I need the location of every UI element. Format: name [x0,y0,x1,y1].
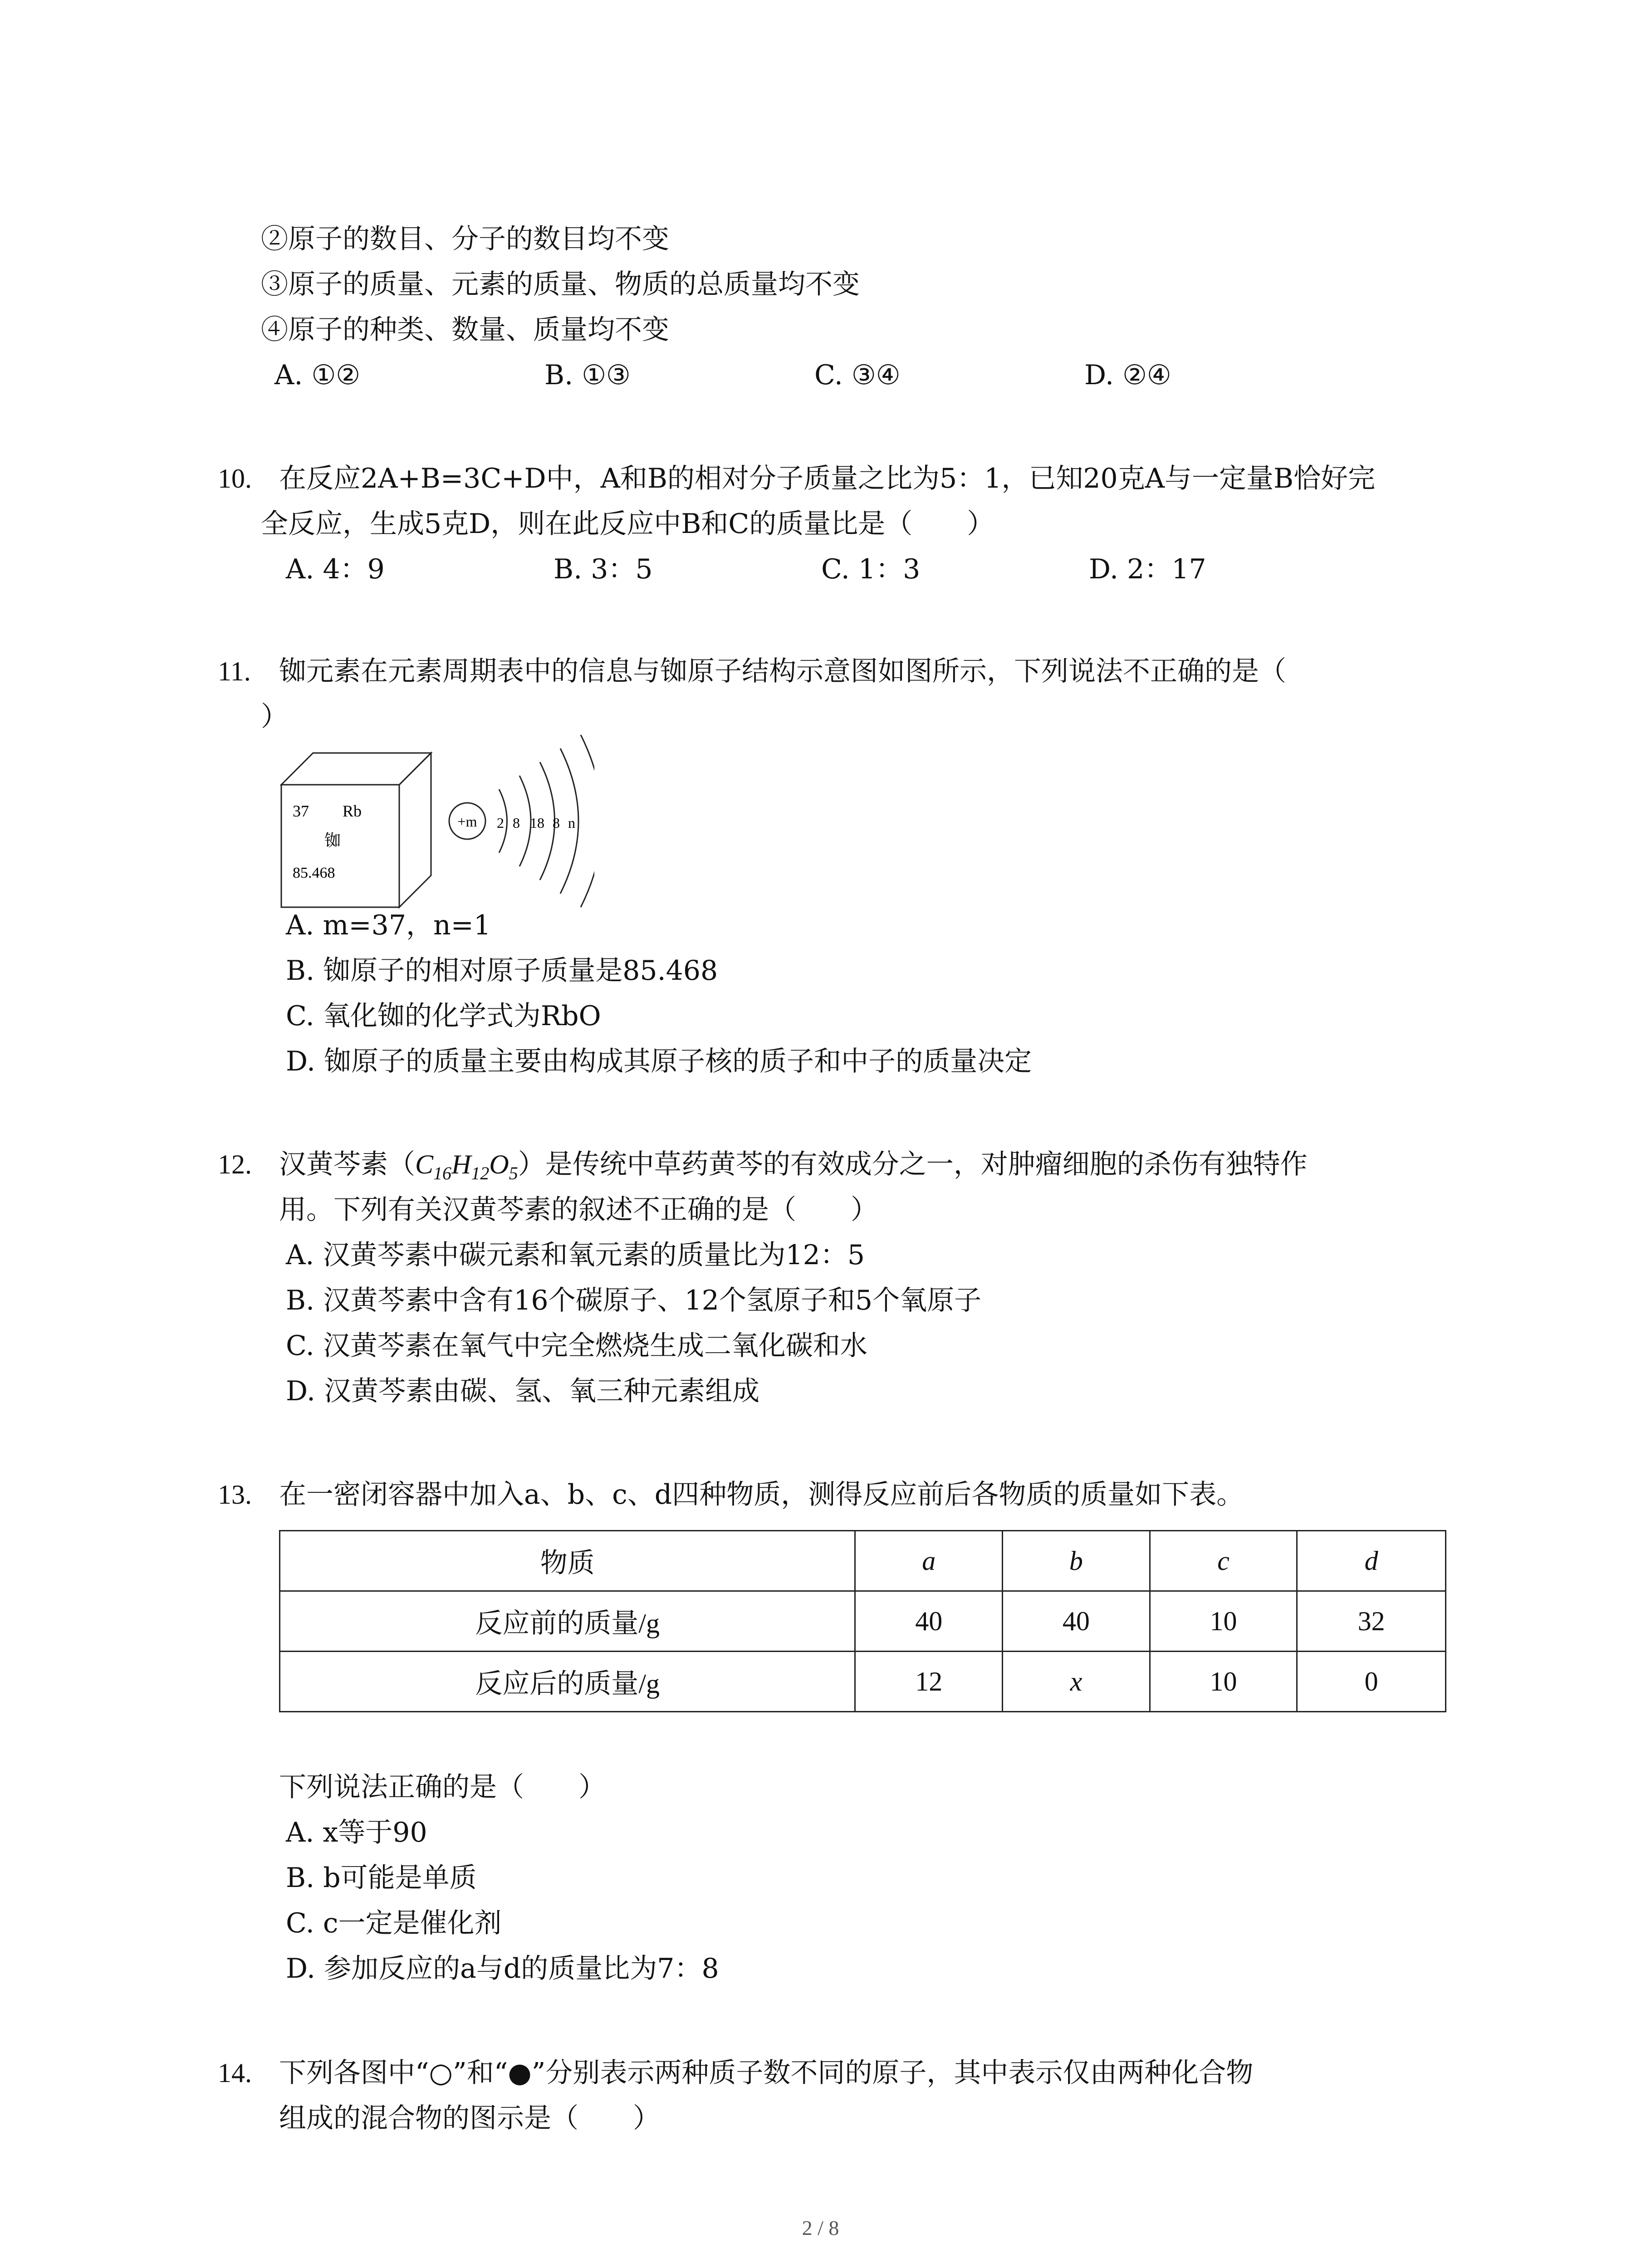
q9-item-3: ③原子的质量、元素的质量、物质的总质量均不变 [261,269,860,300]
q12-option-d: D. 汉黄芩素由碳、氢、氧三种元素组成 [286,1375,760,1407]
table-cell: 10 [1150,1591,1297,1652]
q13-option-a: A. x等于90 [286,1817,427,1848]
q9-option-d: D. ②④ [1084,359,1171,391]
q10-line1: 在反应2A+B=3C+D中，A和B的相对分子质量之比为5：1，已知20克A与一定量B恰好完 [279,463,1376,494]
element-cube [281,753,431,907]
table-cell: c [1150,1531,1297,1591]
q11-number: 11. [218,656,251,686]
q10-number: 10. [218,464,252,494]
table-cell: 40 [1003,1591,1150,1652]
atomic-mass: 85.468 [293,865,335,881]
q13-number: 13. [218,1480,252,1510]
table-cell: 32 [1297,1591,1446,1652]
shell-5: n [568,815,575,831]
q12-line2: 用。下列有关汉黄芩素的叙述不正确的是（ ） [279,1194,878,1226]
table-cell: a [855,1531,1003,1591]
q14-line1: 下列各图中“○”和“●”分别表示两种质子数不同的原子，其中表示仅由两种化合物 [279,2057,1254,2089]
shell-2: 8 [513,815,520,831]
nucleus-charge: +m [457,813,477,830]
table-header-row [280,1531,1446,1591]
table-row [280,1591,1446,1652]
q13-line1: 在一密闭容器中加入a、b、c、d四种物质，测得反应前后各物质的质量如下表。 [279,1479,1244,1510]
atom-structure [449,735,594,907]
shell-3: 18 [530,815,544,831]
q13-option-c: C. c一定是催化剂 [286,1907,502,1939]
shell-1: 2 [497,815,504,831]
table-cell: 0 [1297,1652,1446,1712]
q9-option-c: C. ③④ [814,359,901,391]
mass-table [279,1530,1446,1712]
q12-option-a: A. 汉黄芩素中碳元素和氧元素的质量比为12：5 [286,1239,865,1271]
q12-option-b: B. 汉黄芩素中含有16个碳原子、12个氢原子和5个氧原子 [286,1285,982,1316]
q11-line2: ） [261,701,288,733]
q12-line1 [279,1146,1308,1192]
q11-option-a: A. m=37，n=1 [286,909,491,941]
q11-option-d: D. 铷原子的质量主要由构成其原子核的质子和中子的质量决定 [286,1046,1032,1077]
q12-line1-pre: 汉黄芩素（ [279,1149,415,1180]
table-cell: d [1297,1531,1446,1591]
formula: $C_{16}H_{12}O_5$ [415,1149,518,1183]
q10-option-b: B. 3：5 [554,553,653,585]
table-cell: 10 [1150,1652,1297,1712]
q10-option-a: A. 4：9 [286,553,385,585]
table-cell: x [1003,1652,1150,1712]
table-row [280,1652,1446,1712]
q11-line1: 铷元素在元素周期表中的信息与铷原子结构示意图如图所示，下列说法不正确的是（ [279,655,1286,687]
q9-item-2: ②原子的数目、分子的数目均不变 [261,223,669,255]
table-cell: b [1003,1531,1150,1591]
table-cell: 反应前的质量/g [280,1591,855,1652]
table-cell: 40 [855,1591,1003,1652]
q10-option-d: D. 2：17 [1089,553,1206,585]
q13-option-b: B. b可能是单质 [286,1862,477,1894]
table-cell: 反应后的质量/g [280,1652,855,1712]
q12-line1-post: ）是传统中草药黄芩的有效成分之一，对肿瘤细胞的杀伤有独特作 [518,1149,1308,1180]
q10-line2: 全反应，生成5克D，则在此反应中B和C的质量比是（ ） [261,508,994,540]
q12-option-c: C. 汉黄芩素在氧气中完全燃烧生成二氧化碳和水 [286,1330,867,1362]
shell-4: 8 [553,815,560,831]
q9-option-a: A. ①② [274,359,361,391]
table-cell: 12 [855,1652,1003,1712]
q13-option-d: D. 参加反应的a与d的质量比为7：8 [286,1953,719,1984]
atomic-number: 37 [293,802,309,820]
element-symbol: Rb [343,802,362,820]
q10-option-c: C. 1：3 [821,553,921,585]
q9-item-4: ④原子的种类、数量、质量均不变 [261,314,669,346]
element-name: 铷 [324,831,341,850]
table-cell: 物质 [280,1531,855,1591]
q11-option-c: C. 氧化铷的化学式为RbO [286,1000,601,1032]
q13-question: 下列说法正确的是（ ） [279,1771,606,1803]
q14-number: 14. [218,2058,252,2088]
q14-line2: 组成的混合物的图示是（ ） [279,2102,660,2134]
q9-option-b: B. ①③ [544,359,631,391]
page-number: 2 / 8 [802,2216,839,2239]
q12-number: 12. [218,1149,252,1179]
q11-option-b: B. 铷原子的相对原子质量是85.468 [286,955,718,987]
